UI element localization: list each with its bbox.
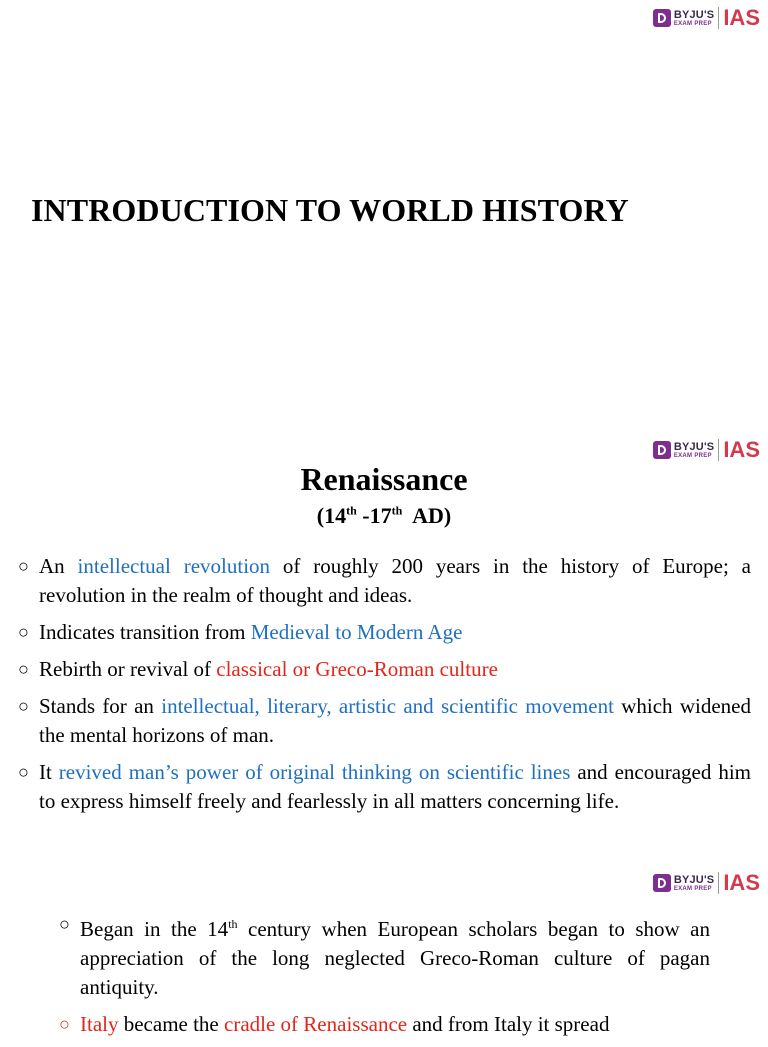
brand-tagline: EXAM PREP — [673, 885, 712, 892]
page-title: INTRODUCTION TO WORLD HISTORY — [31, 192, 629, 228]
brand-name: BYJU'S — [673, 440, 715, 453]
bullet-circle-icon: ○ — [18, 659, 29, 679]
bullet-list — [18, 552, 751, 824]
bullet-circle-icon: ○ — [59, 1014, 70, 1034]
brand-logo — [653, 439, 760, 461]
logo-divider — [718, 439, 719, 461]
section-title: Renaissance — [300, 461, 468, 497]
brand-tagline: EXAM PREP — [673, 452, 712, 459]
list-item: ○ An intellectual revolution of roughly 200 years in the history of Europe; a revolution in the realm of thought and ideas. — [18, 554, 751, 607]
bullet-list — [59, 910, 710, 1047]
brand-logo — [653, 872, 760, 894]
section-subtitle: (14th -17th AD) — [316, 503, 452, 528]
brand-tagline: EXAM PREP — [673, 20, 712, 27]
list-item: ○ It revived man’s power of original thinking on scientific lines and encouraged him to express himself freely and fearlessly in all matters concerning life. — [18, 760, 751, 813]
list-item: ○ Indicates transition from Medieval to Modern Age — [18, 618, 751, 647]
brand-suffix: IAS — [723, 870, 760, 895]
byjus-logo-icon — [653, 874, 671, 892]
byjus-logo-icon — [653, 9, 671, 27]
list-item: ○ Rebirth or revival of classical or Greco-Roman culture — [18, 655, 751, 684]
bullet-circle-icon: ○ — [18, 556, 29, 576]
brand-suffix: IAS — [723, 437, 760, 462]
slide-1 — [0, 0, 768, 430]
logo-divider — [718, 7, 719, 29]
bullet-circle-icon: ○ — [18, 622, 29, 642]
brand-suffix: IAS — [723, 5, 760, 30]
list-item: ○ Stands for an intellectual, literary, artistic and scientific movement which widened the mental horizons of man. — [18, 694, 751, 747]
bullet-circle-icon: ○ — [18, 762, 29, 782]
bullet-circle-icon: ○ — [59, 914, 70, 934]
byjus-logo-icon — [653, 441, 671, 459]
bullet-circle-icon: ○ — [18, 696, 29, 716]
brand-name: BYJU'S — [673, 873, 715, 886]
brand-logo — [653, 7, 760, 29]
list-item: ○ Began in the 14th century when European scholars began to show an appreciation of the long neglected Greco-Roman culture of pagan antiquity. — [59, 910, 710, 1002]
logo-divider — [718, 872, 719, 894]
brand-name: BYJU'S — [673, 8, 715, 21]
list-item: ○ Italy became the cradle of Renaissance and from Italy it spread — [59, 1010, 710, 1039]
